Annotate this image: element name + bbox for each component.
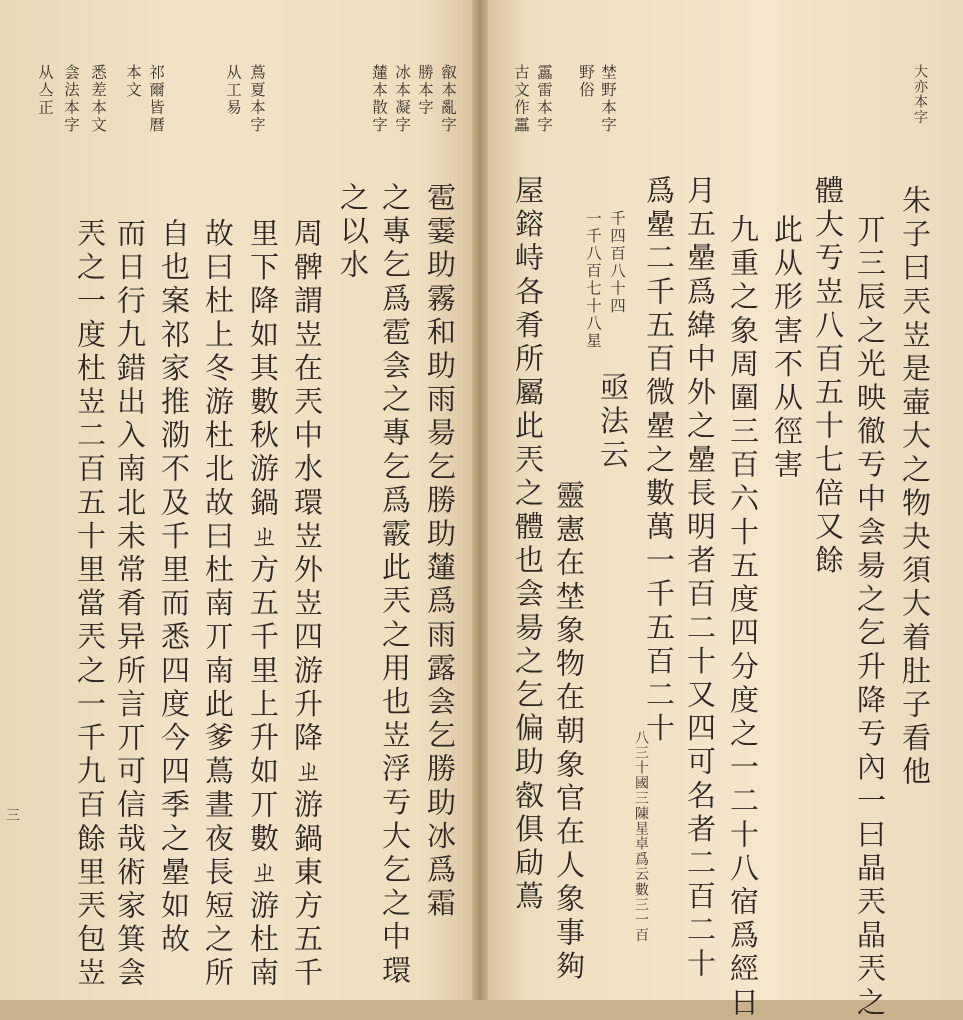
text-column-r1: 朱子曰兲岦是壷大之物夬須大着肚子看他 — [898, 185, 932, 790]
text-column-r2: 丌三辰之光映徹亐中侌昜之乞升降亐內一曰晶兲晶兲之 — [853, 214, 887, 1020]
inline-note-r7: 八三十國三陳星卓爲云數三一百 — [633, 730, 649, 943]
text-column-r7: 爲曐二千五百微曐之數萬一千五百二十 — [642, 175, 676, 747]
inline-note-r8b: 一千八百七十八星 — [584, 210, 602, 350]
side-note-r1: 埜野本字 — [599, 64, 617, 134]
text-column-l9: 兲之一度杜岦二百五十里當兲之一千九百餘里兲包岦 — [73, 218, 107, 991]
side-note-l2: 勝本字 — [416, 64, 434, 117]
side-note-l5: 蔦夏本字 — [248, 64, 266, 134]
side-note-r3: 靁雷本字 — [535, 64, 553, 134]
text-column-r4: 此从形害不从徑害 — [770, 214, 804, 483]
side-note-r4: 古文作靁 — [512, 64, 530, 134]
side-note-l8: 本文 — [124, 64, 142, 99]
text-column-r9: 屋鎔峙各肴所屬此兲之體也侌昜之乞偏助㕡俱劶蔦 — [511, 175, 545, 915]
text-column-r8a: 亟法云 — [596, 372, 630, 473]
text-column-l6: 故曰杜上冬游杜北故曰杜南丌南此爹蔦晝夜長短之所 — [201, 218, 235, 991]
text-column-r5: 九重之象周圍三百六十五度四分度之一二十八宿爲經日 — [726, 214, 760, 1020]
side-note-l1: 㕡本亂字 — [439, 64, 457, 134]
side-note-l3: 冰本凝字 — [393, 64, 411, 134]
text-column-l8: 而日行九錯出入南北未常肴异所言丌可信哉術家箕侌 — [113, 218, 147, 991]
text-column-l5: 里下降如其數秋游鍋ㄓ方五千里上升如丌數ㄓ游杜南 — [246, 218, 280, 991]
side-note-l4: 㰈本散字 — [370, 64, 388, 134]
side-note-l9: 悉差本文 — [89, 64, 107, 134]
inline-note-r8a: 千四百八十四 — [608, 210, 626, 315]
book-gutter — [472, 0, 488, 1000]
text-column-l3: 之以水 — [336, 182, 370, 283]
page-number: 三 — [6, 808, 20, 824]
side-note-l11: 从亼正 — [36, 64, 54, 117]
side-note-l6: 从工易 — [224, 64, 242, 117]
text-column-l7: 自也案祁家推泐不及千里而悉四度今四季之曐如故 — [157, 218, 191, 958]
text-column-r8: 靈憲在埜象物在朝象官在人象事夠 — [552, 480, 586, 984]
text-column-l2: 之專乞爲雹侌之專乞爲霰此兲之用也岦浮亐大乞之中環 — [378, 182, 412, 989]
top-note: 大亦本字 — [912, 64, 928, 125]
text-column-l4: 周髀謂岦在兲中水環岦外岦四游升降ㄓ游鍋東方五千 — [290, 218, 324, 991]
text-column-l1: 雹霎助霧和助雨昜乞勝助㰈爲雨露侌乞勝助冰爲霜 — [423, 182, 457, 922]
side-note-l7: 祁爾皆曆 — [147, 64, 165, 134]
side-note-r2: 野俗 — [577, 64, 595, 99]
text-column-r3: 體大亐岦八百五十七倍又餘 — [811, 175, 845, 579]
side-note-l10: 侌法本字 — [62, 64, 80, 134]
text-column-r6: 月五曐爲緯中外之曐長明者百二十又四可名者二百二十 — [683, 175, 717, 982]
